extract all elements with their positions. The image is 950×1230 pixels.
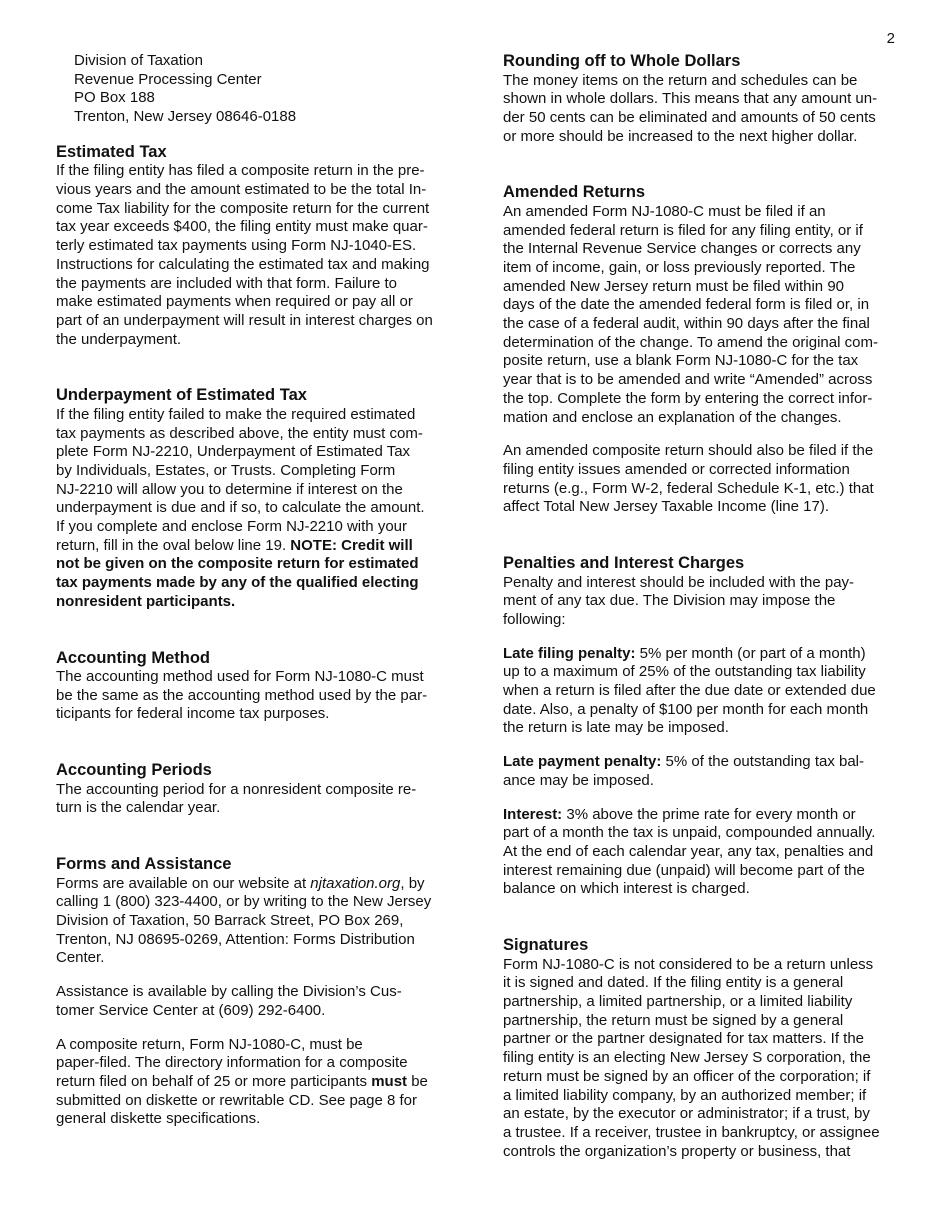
section-amended-returns <box>503 183 896 517</box>
section-body <box>56 406 451 612</box>
composite-text: A composite return, Form NJ-1080-C, must be paper-filed. The directory information for a composite return filed on behalf of 25 or more participants <box>56 1035 408 1090</box>
section-heading: Signatures <box>503 936 589 955</box>
section-body: The accounting period for a nonresident composite re- turn is the calendar year. <box>56 780 417 817</box>
term-text: 5% per month (or part of a month) up to a maximum of 25% of the outstanding tax liability when a return is filed after the due date or extended due date. Also, a penalty of $100 per month for each month the return is late may be imposed. <box>503 644 876 737</box>
section-estimated-tax <box>56 143 451 350</box>
section-body: The money items on the return and schedules can be shown in whole dollars. This means that any amount un- der 50 cents can be eliminated and amounts of 50 cents or more should be increased to the next higher dollar. <box>503 71 878 145</box>
section-signatures <box>503 936 896 1161</box>
page-number: 2 <box>886 30 895 47</box>
address-line: Trenton, New Jersey 08646-0188 <box>74 108 297 126</box>
term-text: 3% above the prime rate for every month or part of a month the tax is unpaid, compounded annually. At the end of each calendar year, any tax, penalties and interest remaining due (unpaid) will become part of the balance on which interest is charged. <box>503 805 876 898</box>
address-line: PO Box 188 <box>74 89 155 107</box>
section-accounting-periods <box>56 761 451 818</box>
underpayment-note: NOTE: Credit will not be given on the composite return for estimated tax payments made by any of the qualified electing nonresident participants. <box>56 536 419 610</box>
website-link[interactable]: njtaxation.org <box>310 874 401 892</box>
right-column <box>503 52 896 1161</box>
late-filing-paragraph <box>503 645 896 739</box>
section-body: Form NJ-1080-C is not considered to be a return unless it is signed and dated. If the filing entity is a general partnership, a limited partnership, or a limited liability partnership, the return must be signed by a general partner or the partner designated for tax matters. If the filing entity is an electing New Jersey S corporation, the return must be signed by an officer of the corporation; if a limited liability company, by an authorized member; if an estate, by the executor or administrator; if a trust, by a trustee. If a receiver, trustee in bankruptcy, or assignee controls the organization’s property or business, that <box>503 955 880 1160</box>
section-body: Penalty and interest should be included with the pay- ment of any tax due. The Division may impose the following: <box>503 573 855 628</box>
assistance-paragraph: Assistance is available by calling the Division’s Cus- tomer Service Center at (609) 292-6400. <box>56 983 402 1019</box>
term-label: Interest: <box>503 805 563 823</box>
underpayment-text: If the filing entity failed to make the required estimated tax payments as described above, the entity must com- plete Form NJ-2210, Underpayment of Estimated Tax by Individuals, Estates, or Trusts. Completing Form NJ-2210 will allow you to determine if interest on the underpayment is due and if so, to calculate the amount. If you complete and enclose Form NJ-2210 with your return, fill in the oval below line 19. <box>56 405 425 554</box>
mailing-address <box>56 52 451 127</box>
composite-text: be submitted on diskette or rewritable CD. See page 8 for general diskette specifications. <box>56 1072 428 1128</box>
forms-text: Forms are available on our website at <box>56 874 311 892</box>
left-column <box>56 52 451 1129</box>
section-heading: Accounting Method <box>56 648 210 667</box>
section-body: The accounting method used for Form NJ-1080-C must be the same as the accounting method used by the par- ticipants for federal income tax purposes. <box>56 668 428 723</box>
section-body: An amended composite return should also be filed if the filing entity issues amended or corrected information returns (e.g., Form W-2, federal Schedule K-1, etc.) that affect Total New Jersey Taxable Income (line 17). <box>503 442 874 516</box>
section-heading: Forms and Assistance <box>56 855 232 874</box>
address-line: Revenue Processing Center <box>74 70 262 88</box>
section-heading: Penalties and Interest Charges <box>503 554 745 573</box>
section-heading: Underpayment of Estimated Tax <box>56 386 307 405</box>
section-heading: Rounding off to Whole Dollars <box>503 52 741 70</box>
composite-paragraph <box>56 1036 451 1130</box>
section-rounding <box>503 52 896 146</box>
interest-paragraph <box>503 806 896 900</box>
term-label: Late filing penalty: <box>503 644 636 662</box>
section-accounting-method <box>56 649 451 725</box>
section-body: If the filing entity has filed a composite return in the pre- vious years and the amount estimated to be the total In- come Tax liability for the composite return for the current tax year exceeds $400, the filing entity must make quar- terly estimated tax payments using Form NJ-1040-ES. Instructions for calculating the estimated tax and making the payments are included with that form. Failure to make estimated payments when required or pay all or part of an underpayment will result in interest charges on the underpayment. <box>56 162 433 348</box>
section-body: An amended Form NJ-1080-C must be filed if an amended federal return is filed for any filing entity, or if the Internal Revenue Service changes or corrects any item of income, gain, or loss previously reported. The amended New Jersey return must be filed within 90 days of the date the amended federal form is filed or, in the case of a federal audit, within 90 days after the final determination of the change. To amend the original com- posite return, use a blank Form NJ-1080-C for the tax year that is to be amended and write “Amended” across the top. Complete the form by entering the correct infor- mation and enclose an explanation of the changes. <box>503 202 878 426</box>
forms-text: , by calling 1 (800) 323-4400, or by writing to the New Jersey Division of Taxation, 50 Barrack Street, PO Box 269, Trenton, NJ 08695-0269, Attention: Forms Distribution Center. <box>56 874 432 967</box>
section-underpayment <box>56 386 451 611</box>
section-heading: Amended Returns <box>503 183 646 202</box>
section-forms-assistance <box>56 855 451 1129</box>
term-text: 5% of the outstanding tax bal- ance may be imposed. <box>503 753 865 789</box>
forms-paragraph <box>56 875 451 969</box>
section-penalties <box>503 554 896 899</box>
section-heading: Estimated Tax <box>56 142 167 161</box>
address-line: Division of Taxation <box>74 52 203 69</box>
late-payment-paragraph <box>503 753 896 790</box>
section-heading: Accounting Periods <box>56 761 212 780</box>
term-label: Late payment penalty: <box>503 753 662 771</box>
emphasis: must <box>371 1072 408 1090</box>
